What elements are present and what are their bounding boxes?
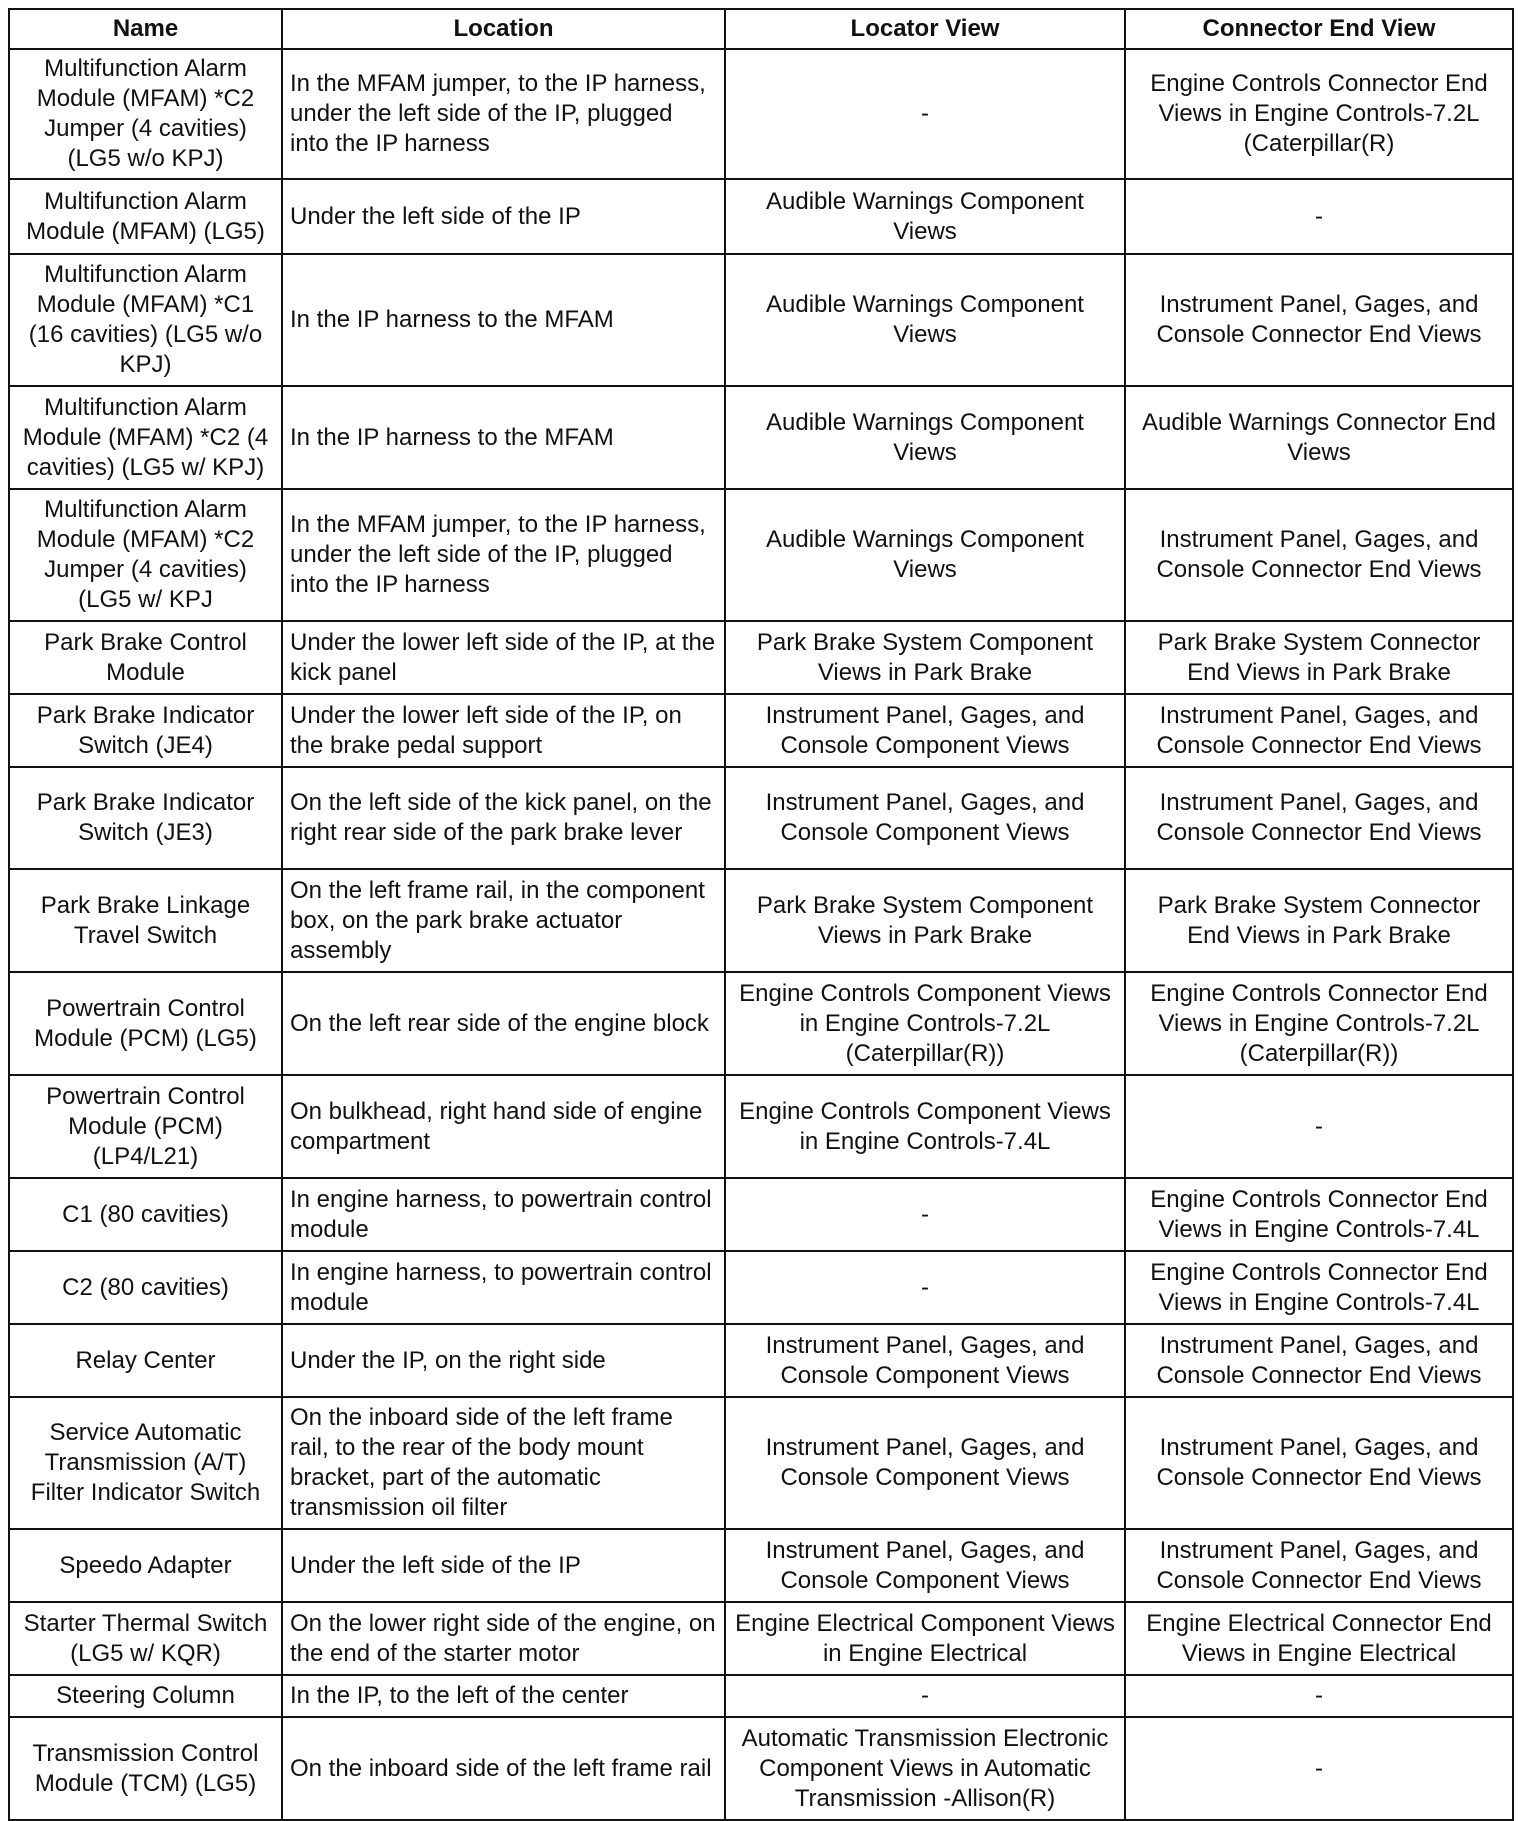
location-column-header: Location (282, 9, 725, 49)
component-name-cell: C2 (80 cavities) (9, 1251, 282, 1324)
locator-view-cell: Engine Controls Component Views in Engine Controls-7.2L (Caterpillar(R)) (725, 972, 1125, 1075)
connector-end-view-cell: Instrument Panel, Gages, and Console Connector End Views (1125, 1397, 1513, 1529)
table-row (9, 179, 1513, 254)
connector-end-view-cell: Engine Controls Connector End Views in Engine Controls-7.2L (Caterpillar(R)) (1125, 972, 1513, 1075)
location-cell: On the left frame rail, in the component box, on the park brake actuator assembly (282, 869, 725, 972)
locator-view-cell: Audible Warnings Component Views (725, 254, 1125, 386)
table-row (9, 972, 1513, 1075)
table-row (9, 1602, 1513, 1675)
location-cell: On the left rear side of the engine block (282, 972, 725, 1075)
location-cell: On the lower right side of the engine, on the end of the starter motor (282, 1602, 725, 1675)
table-row (9, 386, 1513, 489)
location-cell: In the MFAM jumper, to the IP harness, under the left side of the IP, plugged into the IP harness (282, 489, 725, 621)
table-row (9, 1397, 1513, 1529)
connector-end-view-cell: Audible Warnings Connector End Views (1125, 386, 1513, 489)
table-row (9, 1529, 1513, 1602)
location-cell: Under the IP, on the right side (282, 1324, 725, 1397)
table-row (9, 694, 1513, 767)
table-row (9, 767, 1513, 869)
component-name-cell: Speedo Adapter (9, 1529, 282, 1602)
connector-end-view-cell: - (1125, 179, 1513, 254)
component-name-cell: Park Brake Linkage Travel Switch (9, 869, 282, 972)
location-cell: Under the left side of the IP (282, 179, 725, 254)
component-name-cell: Service Automatic Transmission (A/T) Filter Indicator Switch (9, 1397, 282, 1529)
connector-end-view-cell: Instrument Panel, Gages, and Console Connector End Views (1125, 1529, 1513, 1602)
locator-view-cell: Engine Electrical Component Views in Engine Electrical (725, 1602, 1125, 1675)
name-column-header: Name (9, 9, 282, 49)
connector-end-view-cell: Engine Controls Connector End Views in Engine Controls-7.4L (1125, 1178, 1513, 1251)
component-locator-table-container (8, 8, 1512, 1821)
component-name-cell: Park Brake Indicator Switch (JE4) (9, 694, 282, 767)
location-cell: On the inboard side of the left frame rail, to the rear of the body mount bracket, part of the automatic transmission oil filter (282, 1397, 725, 1529)
component-name-cell: Multifunction Alarm Module (MFAM) *C2 Jumper (4 cavities) (LG5 w/o KPJ) (9, 49, 282, 179)
locator-view-cell: Automatic Transmission Electronic Component Views in Automatic Transmission -Allison(R) (725, 1717, 1125, 1820)
location-cell: On the inboard side of the left frame rail (282, 1717, 725, 1820)
table-row (9, 489, 1513, 621)
locator-view-cell: - (725, 1251, 1125, 1324)
location-cell: In engine harness, to powertrain control module (282, 1251, 725, 1324)
table-row (9, 1178, 1513, 1251)
location-cell: Under the lower left side of the IP, on the brake pedal support (282, 694, 725, 767)
locator-view-cell: Audible Warnings Component Views (725, 386, 1125, 489)
component-name-cell: Park Brake Indicator Switch (JE3) (9, 767, 282, 869)
component-name-cell: Multifunction Alarm Module (MFAM) *C2 (4 cavities) (LG5 w/ KPJ) (9, 386, 282, 489)
locator-view-cell: - (725, 1675, 1125, 1717)
component-name-cell: Multifunction Alarm Module (MFAM) (LG5) (9, 179, 282, 254)
table-row (9, 621, 1513, 694)
component-name-cell: Powertrain Control Module (PCM) (LG5) (9, 972, 282, 1075)
connector-end-view-column-header: Connector End View (1125, 9, 1513, 49)
connector-end-view-cell: - (1125, 1075, 1513, 1178)
locator-view-cell: Instrument Panel, Gages, and Console Component Views (725, 1397, 1125, 1529)
connector-end-view-cell: Instrument Panel, Gages, and Console Connector End Views (1125, 489, 1513, 621)
location-cell: In the IP harness to the MFAM (282, 386, 725, 489)
table-row (9, 1324, 1513, 1397)
component-name-cell: Multifunction Alarm Module (MFAM) *C1 (16 cavities) (LG5 w/o KPJ) (9, 254, 282, 386)
locator-view-cell: Park Brake System Component Views in Park Brake (725, 869, 1125, 972)
table-row (9, 1675, 1513, 1717)
location-cell: In the MFAM jumper, to the IP harness, under the left side of the IP, plugged into the IP harness (282, 49, 725, 179)
connector-end-view-cell: Instrument Panel, Gages, and Console Connector End Views (1125, 254, 1513, 386)
connector-end-view-cell: Engine Controls Connector End Views in Engine Controls-7.4L (1125, 1251, 1513, 1324)
connector-end-view-cell: Instrument Panel, Gages, and Console Connector End Views (1125, 1324, 1513, 1397)
location-cell: Under the lower left side of the IP, at the kick panel (282, 621, 725, 694)
component-locator-table (8, 8, 1514, 1821)
location-cell: On bulkhead, right hand side of engine compartment (282, 1075, 725, 1178)
component-name-cell: Park Brake Control Module (9, 621, 282, 694)
table-row (9, 869, 1513, 972)
table-row (9, 1075, 1513, 1178)
locator-view-cell: Instrument Panel, Gages, and Console Component Views (725, 767, 1125, 869)
locator-view-cell: - (725, 1178, 1125, 1251)
table-row (9, 1251, 1513, 1324)
locator-view-cell: Audible Warnings Component Views (725, 489, 1125, 621)
connector-end-view-cell: Engine Controls Connector End Views in Engine Controls-7.2L (Caterpillar(R) (1125, 49, 1513, 179)
location-cell: In the IP, to the left of the center (282, 1675, 725, 1717)
table-row (9, 1717, 1513, 1820)
locator-view-cell: Instrument Panel, Gages, and Console Component Views (725, 694, 1125, 767)
connector-end-view-cell: Instrument Panel, Gages, and Console Connector End Views (1125, 694, 1513, 767)
table-row (9, 254, 1513, 386)
locator-view-cell: Park Brake System Component Views in Park Brake (725, 621, 1125, 694)
connector-end-view-cell: - (1125, 1675, 1513, 1717)
component-name-cell: Powertrain Control Module (PCM) (LP4/L21) (9, 1075, 282, 1178)
locator-view-cell: - (725, 49, 1125, 179)
table-header-row (9, 9, 1513, 49)
location-cell: Under the left side of the IP (282, 1529, 725, 1602)
locator-view-column-header: Locator View (725, 9, 1125, 49)
connector-end-view-cell: Park Brake System Connector End Views in Park Brake (1125, 869, 1513, 972)
connector-end-view-cell: Park Brake System Connector End Views in Park Brake (1125, 621, 1513, 694)
location-cell: On the left side of the kick panel, on the right rear side of the park brake lever (282, 767, 725, 869)
connector-end-view-cell: Engine Electrical Connector End Views in Engine Electrical (1125, 1602, 1513, 1675)
locator-view-cell: Instrument Panel, Gages, and Console Component Views (725, 1324, 1125, 1397)
location-cell: In engine harness, to powertrain control module (282, 1178, 725, 1251)
component-name-cell: Steering Column (9, 1675, 282, 1717)
locator-view-cell: Instrument Panel, Gages, and Console Component Views (725, 1529, 1125, 1602)
location-cell: In the IP harness to the MFAM (282, 254, 725, 386)
connector-end-view-cell: Instrument Panel, Gages, and Console Connector End Views (1125, 767, 1513, 869)
locator-view-cell: Engine Controls Component Views in Engine Controls-7.4L (725, 1075, 1125, 1178)
connector-end-view-cell: - (1125, 1717, 1513, 1820)
component-name-cell: C1 (80 cavities) (9, 1178, 282, 1251)
component-name-cell: Transmission Control Module (TCM) (LG5) (9, 1717, 282, 1820)
component-name-cell: Multifunction Alarm Module (MFAM) *C2 Jumper (4 cavities) (LG5 w/ KPJ (9, 489, 282, 621)
locator-view-cell: Audible Warnings Component Views (725, 179, 1125, 254)
component-name-cell: Relay Center (9, 1324, 282, 1397)
component-name-cell: Starter Thermal Switch (LG5 w/ KQR) (9, 1602, 282, 1675)
table-row (9, 49, 1513, 179)
